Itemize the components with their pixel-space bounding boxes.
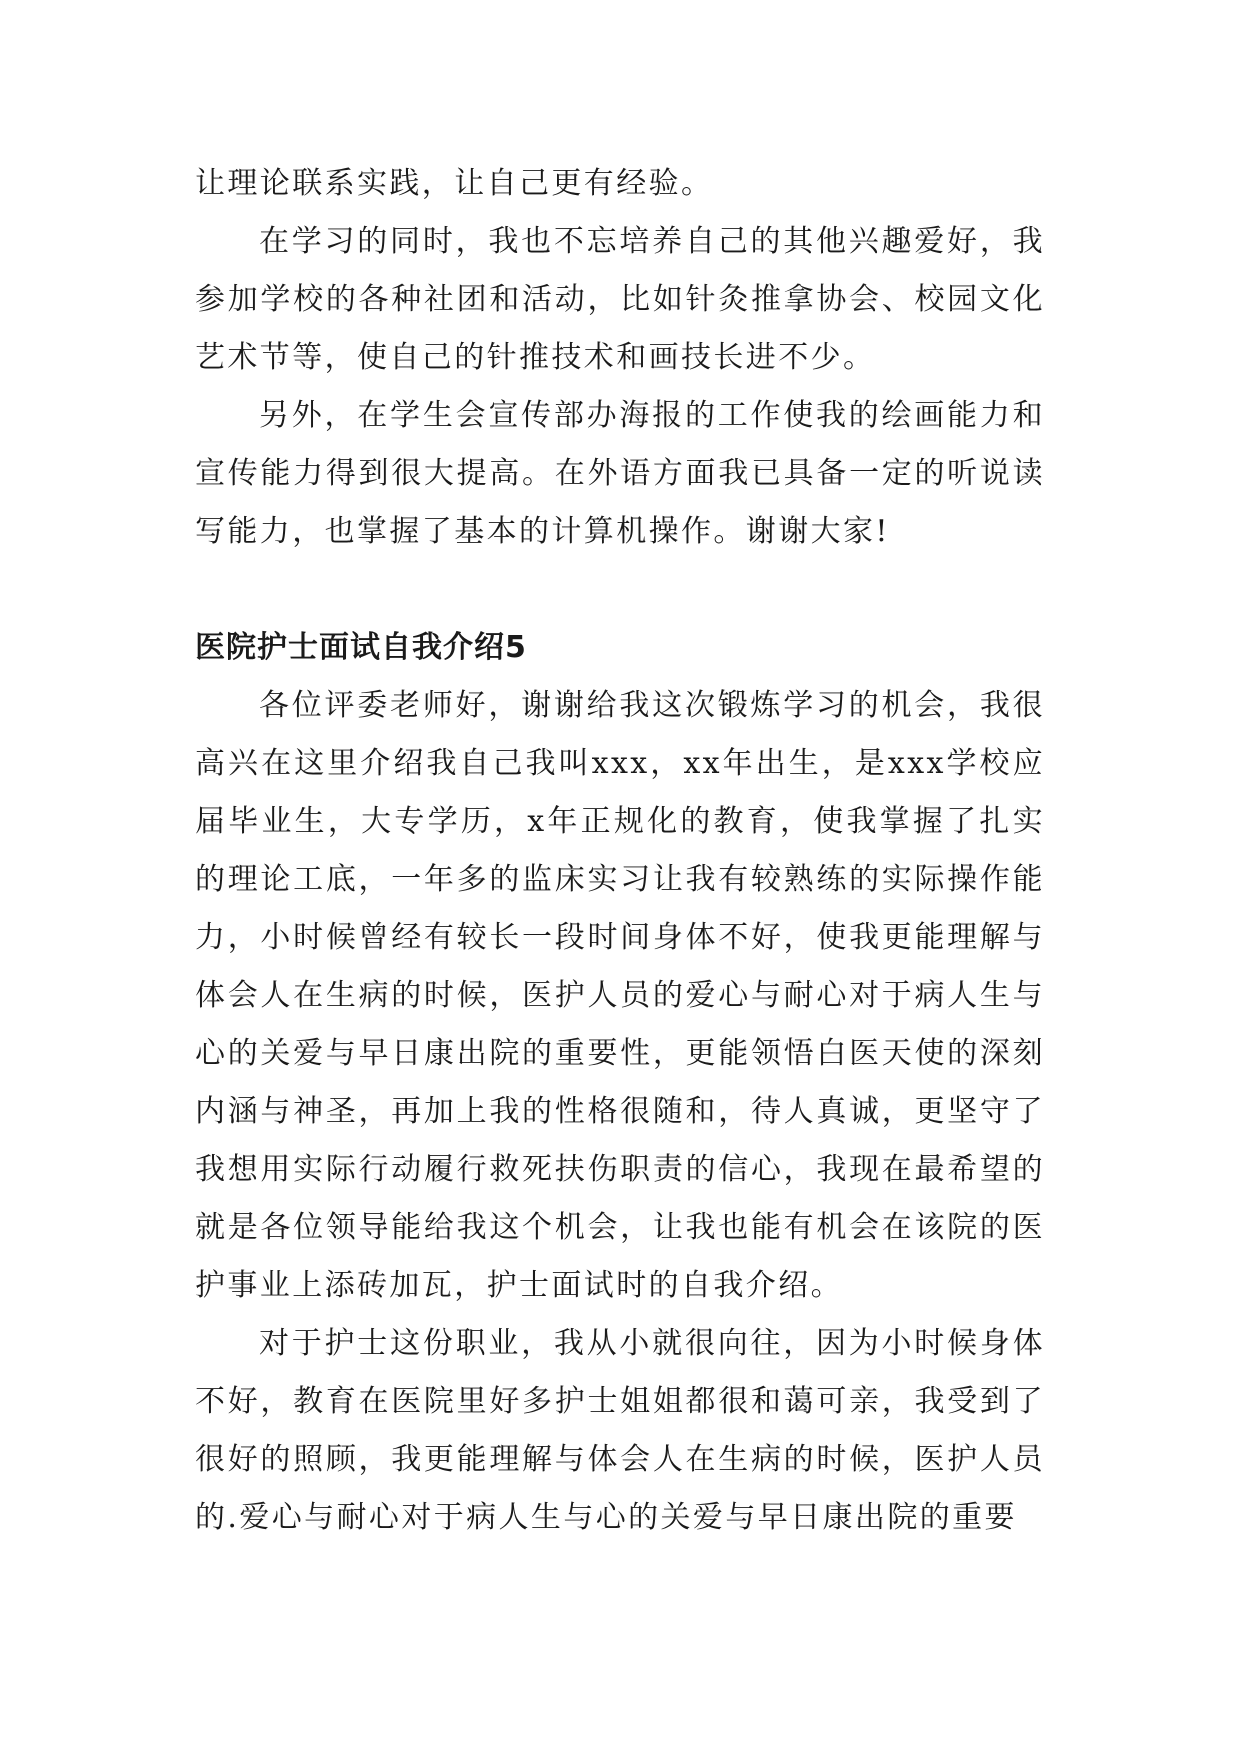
section-heading: 医院护士面试自我介绍5: [195, 630, 527, 665]
paragraph-introduction: 各位评委老师好，谢谢给我这次锻炼学习的机会，我很高兴在这里介绍我自己我叫xxx，xx年出生，是xxx学校应届毕业生，大专学历，x年正规化的教育，使我掌握了扎实的理论工底，一年多的监床实习让我有较熟练的实际操作能力，小时候曾经有较长一段时间身体不好，使我更能理解与体会人在生病的时候，医护人员的爱心与耐心对于病人生与心的关爱与早日康出院的重要性，更能领悟白医天使的深刻内涵与神圣，再加上我的性格很随和，待人真诚，更坚守了我想用实际行动履行救死扶伤职责的信心，我现在最希望的就是各位领导能给我这个机会，让我也能有机会在该院的医护事业上添砖加瓦，护士面试时的自我介绍。: [195, 688, 1045, 1303]
paragraph-abilities: 另外，在学生会宣传部办海报的工作使我的绘画能力和宣传能力得到很大提高。在外语方面我已具备一定的听说读写能力，也掌握了基本的计算机操作。谢谢大家!: [195, 398, 1045, 549]
paragraph-nursing-aspiration: 对于护士这份职业，我从小就很向往，因为小时候身体不好，教育在医院里好多护士姐姐都很和蔼可亲，我受到了很好的照顾，我更能理解与体会人在生病的时候，医护人员的.爱心与耐心对于病人生与心的关爱与早日康出院的重要: [195, 1326, 1045, 1535]
paragraph-hobbies: 在学习的同时，我也不忘培养自己的其他兴趣爱好，我参加学校的各种社团和活动，比如针灸推拿协会、校园文化艺术节等，使自己的针推技术和画技长进不少。: [195, 224, 1045, 375]
paragraph-continuation: 让理论联系实践，让自己更有经验。: [195, 166, 714, 201]
document-page: [195, 155, 1045, 1547]
